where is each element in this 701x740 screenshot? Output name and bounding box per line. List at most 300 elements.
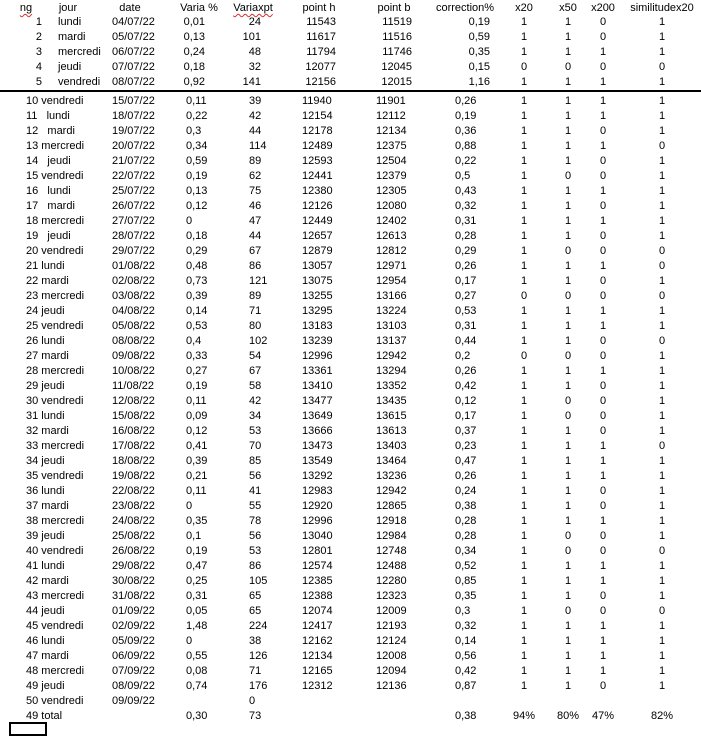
table-cell[interactable]: 10 vendredi [26,95,84,107]
table-cell[interactable]: 0 [564,245,572,257]
table-cell[interactable]: 12375 [376,140,407,152]
table-cell[interactable]: 43 mercredi [26,590,85,602]
total-cell[interactable]: 73 [249,710,262,722]
table-cell[interactable]: 47 [249,215,262,227]
table-cell[interactable]: 0,17 [455,410,477,422]
table-cell[interactable]: 18/07/22 [112,110,155,122]
table-cell[interactable]: 0,43 [455,185,477,197]
table-cell[interactable]: 12 mardi [26,125,75,137]
table-cell[interactable]: 1 [658,110,666,122]
table-cell[interactable]: 12971 [376,260,407,272]
table-cell[interactable]: 1 [599,440,607,452]
total-cell[interactable]: 0,38 [455,710,477,722]
table-cell[interactable]: 1 [520,200,528,212]
table-cell[interactable]: 0,38 [455,500,477,512]
table-cell[interactable]: 0,14 [186,305,208,317]
table-cell[interactable]: 1 [520,31,528,43]
table-cell[interactable]: 1 [520,185,528,197]
table-cell[interactable]: 0,59 [468,31,490,43]
column-header[interactable]: point h [302,2,336,14]
table-cell[interactable]: 44 [249,230,262,242]
column-header[interactable]: correction% [435,2,495,14]
table-cell[interactable]: 0 [658,140,666,152]
table-cell[interactable]: 0,08 [186,665,208,677]
table-cell[interactable]: 13103 [376,320,407,332]
table-cell[interactable]: 0 [564,605,572,617]
table-cell[interactable]: 1 [658,185,666,197]
table-cell[interactable]: 06/07/22 [112,46,155,58]
table-cell[interactable]: 0 [520,61,528,73]
table-cell[interactable]: 0,28 [455,230,477,242]
table-cell[interactable]: 12984 [376,530,407,542]
table-cell[interactable]: 10/08/22 [112,365,155,377]
table-cell[interactable]: 13166 [376,290,407,302]
table-cell[interactable]: lundi [58,16,82,28]
table-cell[interactable]: 1 [658,380,666,392]
table-cell[interactable]: 19/07/22 [112,125,155,137]
total-cell[interactable]: 94% [512,710,536,722]
table-cell[interactable]: 0,56 [455,650,477,662]
table-cell[interactable]: 1 [599,665,607,677]
table-cell[interactable]: 0,5 [455,170,471,182]
table-cell[interactable]: 33 mercredi [26,440,85,452]
table-cell[interactable]: 12154 [302,110,333,122]
table-cell[interactable]: 0,39 [186,455,208,467]
table-cell[interactable]: 1,16 [468,76,490,88]
table-cell[interactable]: 03/08/22 [112,290,155,302]
table-cell[interactable]: 1 [599,635,607,647]
table-cell[interactable]: 0 [564,61,572,73]
table-cell[interactable]: 0 [599,31,607,43]
table-cell[interactable]: 102 [249,335,268,347]
table-cell[interactable]: 46 lundi [26,635,65,647]
table-cell[interactable]: 12323 [376,590,407,602]
table-cell[interactable]: 13236 [376,470,407,482]
table-cell[interactable]: 1 [599,140,607,152]
total-cell[interactable]: 0,30 [186,710,208,722]
table-cell[interactable]: 1 [658,470,666,482]
table-cell[interactable]: 141 [242,76,261,88]
table-cell[interactable]: 1 [520,230,528,242]
table-cell[interactable]: 101 [242,31,261,43]
table-cell[interactable]: 1 [520,575,528,587]
table-cell[interactable]: 0,31 [186,590,208,602]
table-cell[interactable]: 126 [249,650,268,662]
table-cell[interactable]: 13549 [302,455,333,467]
table-cell[interactable]: 12178 [302,125,333,137]
table-cell[interactable]: 0,48 [186,260,208,272]
table-cell[interactable]: 1 [520,485,528,497]
table-cell[interactable]: 1 [520,76,528,88]
table-cell[interactable]: 12280 [376,575,407,587]
table-cell[interactable]: 11940 [302,95,332,107]
table-cell[interactable]: 12417 [302,620,333,632]
table-cell[interactable]: 0,74 [186,680,208,692]
table-cell[interactable]: 12449 [302,215,333,227]
table-cell[interactable]: 13410 [302,380,333,392]
table-cell[interactable]: 13183 [302,320,333,332]
table-cell[interactable]: 13075 [302,275,333,287]
table-cell[interactable]: 1 [599,215,607,227]
table-cell[interactable]: 0,55 [186,650,208,662]
table-cell[interactable]: 12657 [302,230,333,242]
table-cell[interactable]: 39 jeudi [26,530,65,542]
table-cell[interactable]: 3 [35,46,42,58]
table-cell[interactable]: 1 [564,620,572,632]
table-cell[interactable]: 1 [658,575,666,587]
table-cell[interactable]: 0,18 [183,61,205,73]
table-cell[interactable]: 41 [249,485,262,497]
table-cell[interactable]: 0,44 [455,335,477,347]
table-cell[interactable]: 18/08/22 [112,455,155,467]
table-cell[interactable]: 85 [249,455,262,467]
table-cell[interactable]: 12593 [302,155,333,167]
table-cell[interactable]: 0,35 [468,46,490,58]
table-cell[interactable]: 12385 [302,575,333,587]
table-cell[interactable]: 1 [658,485,666,497]
table-cell[interactable]: 13361 [302,365,333,377]
column-header[interactable]: ng [19,2,33,14]
table-cell[interactable]: 49 jeudi [26,680,65,692]
table-cell[interactable]: 1 [520,605,528,617]
table-cell[interactable]: 11516 [382,31,412,43]
table-cell[interactable]: 1 [599,95,607,107]
table-cell[interactable]: 1 [599,320,607,332]
table-cell[interactable]: 0,24 [455,485,477,497]
table-cell[interactable]: 26/08/22 [112,545,155,557]
table-cell[interactable]: 86 [249,260,262,272]
table-cell[interactable]: 1 [520,275,528,287]
column-header[interactable]: date [119,2,141,14]
table-cell[interactable]: 67 [249,245,262,257]
table-cell[interactable]: 0,42 [455,665,477,677]
table-cell[interactable]: 16/08/22 [112,425,155,437]
table-cell[interactable]: 1 [564,500,572,512]
table-cell[interactable]: 1,48 [186,620,208,632]
table-cell[interactable]: 09/09/22 [112,695,155,707]
table-cell[interactable]: 29 jeudi [26,380,65,392]
table-cell[interactable]: 12996 [302,515,333,527]
table-cell[interactable]: 48 mercredi [26,665,85,677]
table-cell[interactable]: 13040 [302,530,333,542]
table-cell[interactable]: 1 [564,485,572,497]
table-cell[interactable]: 0 [564,395,572,407]
table-cell[interactable]: 0 [599,155,607,167]
table-cell[interactable]: 1 [658,455,666,467]
table-cell[interactable]: 56 [249,470,262,482]
table-cell[interactable]: 0,34 [455,545,477,557]
table-cell[interactable]: 0,39 [186,290,208,302]
table-cell[interactable]: 1 [564,200,572,212]
table-cell[interactable]: 13224 [376,305,407,317]
table-cell[interactable]: 12380 [302,185,333,197]
table-cell[interactable]: 1 [658,665,666,677]
table-cell[interactable]: 1 [599,365,607,377]
table-cell[interactable]: 29/07/22 [112,245,155,257]
table-cell[interactable]: 0 [658,260,666,272]
table-cell[interactable]: 1 [564,155,572,167]
table-cell[interactable]: 0,21 [186,470,208,482]
table-cell[interactable]: 0 [599,605,607,617]
table-cell[interactable]: 89 [249,290,262,302]
table-cell[interactable]: 1 [564,635,572,647]
table-cell[interactable]: 0,34 [186,140,208,152]
table-cell[interactable]: 38 [249,635,262,647]
table-cell[interactable]: 1 [658,230,666,242]
table-cell[interactable]: 0 [564,290,572,302]
table-cell[interactable]: 0,87 [455,680,477,692]
table-cell[interactable]: 1 [564,260,572,272]
table-cell[interactable]: 4 [35,61,42,73]
table-cell[interactable]: 12008 [376,650,407,662]
table-cell[interactable]: 39 [249,95,262,107]
table-cell[interactable]: 54 [249,350,262,362]
table-cell[interactable]: 0,85 [455,575,477,587]
table-cell[interactable]: 1 [599,650,607,662]
table-cell[interactable]: 1 [520,515,528,527]
table-cell[interactable]: 1 [520,110,528,122]
table-cell[interactable]: 0,09 [186,410,208,422]
table-cell[interactable]: 24/08/22 [112,515,155,527]
table-cell[interactable]: 0 [599,230,607,242]
table-cell[interactable]: 13649 [302,410,333,422]
table-cell[interactable]: 1 [564,425,572,437]
table-cell[interactable]: 13137 [376,335,407,347]
table-cell[interactable]: 0 [599,590,607,602]
table-cell[interactable]: 0 [658,545,666,557]
table-cell[interactable]: 1 [658,620,666,632]
table-cell[interactable]: 1 [520,245,528,257]
table-cell[interactable]: 1 [564,95,572,107]
table-cell[interactable]: 11746 [382,46,412,58]
table-cell[interactable]: 12045 [381,61,412,73]
table-cell[interactable]: 22 mardi [26,275,69,287]
table-cell[interactable]: 02/08/22 [112,275,155,287]
table-cell[interactable]: 0,23 [455,440,477,452]
table-cell[interactable]: 35 vendredi [26,470,84,482]
table-cell[interactable]: 0,27 [455,290,477,302]
table-cell[interactable]: 1 [658,16,666,28]
table-cell[interactable]: 1 [564,31,572,43]
table-cell[interactable]: 0,11 [186,395,207,407]
table-cell[interactable]: 0,17 [455,275,477,287]
table-cell[interactable]: 13464 [376,455,407,467]
table-cell[interactable]: 0,4 [186,335,202,347]
table-cell[interactable]: 80 [249,320,262,332]
table-cell[interactable]: mercredi [58,46,101,58]
table-cell[interactable]: 1 [658,95,666,107]
table-cell[interactable]: 1 [35,16,42,28]
column-header[interactable]: jour [58,2,78,14]
table-cell[interactable]: 0 [564,530,572,542]
table-cell[interactable]: 1 [520,335,528,347]
table-cell[interactable]: 1 [599,455,607,467]
table-cell[interactable]: 86 [249,560,262,572]
table-cell[interactable]: 04/08/22 [112,305,155,317]
table-cell[interactable]: 0,41 [186,440,208,452]
table-cell[interactable]: 0 [186,215,193,227]
table-cell[interactable]: 0,19 [468,16,490,28]
table-cell[interactable]: 1 [520,470,528,482]
table-cell[interactable]: 1 [564,590,572,602]
table-cell[interactable]: 1 [564,515,572,527]
table-cell[interactable]: 1 [520,46,528,58]
table-cell[interactable]: 1 [564,380,572,392]
table-cell[interactable]: 1 [520,95,528,107]
table-cell[interactable]: 0,19 [186,170,208,182]
table-cell[interactable]: 19/08/22 [112,470,155,482]
table-cell[interactable]: 0 [520,290,528,302]
table-cell[interactable]: 1 [520,560,528,572]
table-cell[interactable]: 0,11 [186,95,207,107]
table-cell[interactable]: 1 [658,410,666,422]
table-cell[interactable]: 1 [658,170,666,182]
table-cell[interactable]: 0,26 [455,365,477,377]
table-cell[interactable]: 0,05 [186,605,208,617]
table-cell[interactable]: 1 [564,575,572,587]
table-cell[interactable]: 1 [564,16,572,28]
table-cell[interactable]: 34 [249,410,262,422]
table-cell[interactable]: 12305 [376,185,407,197]
table-cell[interactable]: 1 [520,500,528,512]
table-cell[interactable]: 16 lundi [26,185,71,197]
table-cell[interactable]: 75 [249,185,262,197]
table-cell[interactable]: 11617 [306,31,336,43]
table-cell[interactable]: 1 [599,575,607,587]
table-cell[interactable]: 1 [520,620,528,632]
table-cell[interactable]: 1 [658,650,666,662]
table-cell[interactable]: 1 [658,500,666,512]
table-cell[interactable]: 12801 [302,545,333,557]
table-cell[interactable]: 1 [658,680,666,692]
table-cell[interactable]: 0 [599,395,607,407]
table-cell[interactable]: 12112 [376,110,406,122]
table-cell[interactable]: 1 [658,530,666,542]
table-cell[interactable]: 1 [658,560,666,572]
table-cell[interactable]: 1 [658,155,666,167]
table-cell[interactable]: 0 [599,530,607,542]
table-cell[interactable]: 29/08/22 [112,560,155,572]
table-cell[interactable]: 1 [520,16,528,28]
table-cell[interactable]: 12074 [302,605,333,617]
table-cell[interactable]: 48 [248,46,261,58]
table-cell[interactable]: 12379 [376,170,407,182]
table-cell[interactable]: 0,42 [455,380,477,392]
table-cell[interactable]: 0,92 [183,76,205,88]
table-cell[interactable]: 1 [520,635,528,647]
total-cell[interactable]: 47% [591,710,615,722]
table-cell[interactable]: 1 [520,530,528,542]
table-cell[interactable]: 0 [599,200,607,212]
table-cell[interactable]: 1 [658,46,666,58]
table-cell[interactable]: 12080 [376,200,407,212]
table-cell[interactable]: mardi [58,31,86,43]
table-cell[interactable]: 12983 [302,485,333,497]
table-cell[interactable]: 114 [249,140,267,152]
table-cell[interactable]: 1 [520,170,528,182]
total-cell[interactable]: 82% [650,710,674,722]
table-cell[interactable]: 08/09/22 [112,680,155,692]
table-cell[interactable]: 0,11 [186,485,207,497]
table-cell[interactable]: 0 [658,605,666,617]
table-cell[interactable]: 0,1 [186,530,202,542]
table-cell[interactable]: 1 [658,515,666,527]
table-cell[interactable]: 0,12 [186,425,208,437]
table-cell[interactable]: 0,35 [186,515,208,527]
table-cell[interactable]: 1 [520,320,528,332]
table-cell[interactable]: 37 mardi [26,500,69,512]
table-cell[interactable]: 50 vendredi [26,695,84,707]
table-cell[interactable]: 0,24 [183,46,205,58]
table-cell[interactable]: 12009 [376,605,407,617]
table-cell[interactable]: 1 [564,665,572,677]
table-cell[interactable]: 70 [249,440,262,452]
table-cell[interactable]: 13294 [376,365,407,377]
table-cell[interactable]: 0,13 [186,185,208,197]
table-cell[interactable]: 0 [599,16,607,28]
column-header[interactable]: point b [377,2,411,14]
table-cell[interactable]: 0 [599,125,607,137]
table-cell[interactable]: 1 [564,440,572,452]
table-cell[interactable]: 1 [564,125,572,137]
table-cell[interactable]: 22/08/22 [112,485,155,497]
table-cell[interactable]: 15/07/22 [112,95,155,107]
table-cell[interactable]: 1 [658,365,666,377]
table-cell[interactable]: 1 [658,76,666,88]
table-cell[interactable]: 0 [564,410,572,422]
table-cell[interactable]: 0,26 [455,260,477,272]
table-cell[interactable]: 1 [520,365,528,377]
table-cell[interactable]: 0,13 [183,31,205,43]
table-cell[interactable]: 1 [564,560,572,572]
table-cell[interactable]: 71 [249,665,262,677]
table-cell[interactable]: 18 mercredi [26,215,85,227]
table-cell[interactable]: 0 [599,500,607,512]
column-header[interactable]: Varia % [180,2,218,14]
table-cell[interactable]: 55 [249,500,262,512]
table-cell[interactable]: 0 [599,245,607,257]
table-cell[interactable]: 42 [249,395,262,407]
table-cell[interactable]: 1 [520,665,528,677]
table-cell[interactable]: 0 [658,245,666,257]
table-cell[interactable]: 13255 [302,290,333,302]
table-cell[interactable]: 1 [564,46,572,58]
table-cell[interactable]: 25/07/22 [112,185,155,197]
table-cell[interactable]: vendredi [58,76,101,88]
table-cell[interactable]: 26/07/22 [112,200,155,212]
table-cell[interactable]: 0,3 [455,605,471,617]
table-cell[interactable]: 01/09/22 [112,605,155,617]
table-cell[interactable]: 47 mardi [26,650,69,662]
table-cell[interactable]: 0 [599,61,607,73]
table-cell[interactable]: 0,19 [455,110,477,122]
table-cell[interactable]: 12136 [376,680,407,692]
table-cell[interactable]: 1 [599,185,607,197]
table-cell[interactable]: 0,25 [186,575,208,587]
table-cell[interactable]: 1 [599,305,607,317]
table-cell[interactable]: 42 [249,110,262,122]
table-cell[interactable]: 71 [249,305,262,317]
table-cell[interactable]: 1 [520,125,528,137]
table-cell[interactable]: 13239 [302,335,333,347]
table-cell[interactable]: 13057 [302,260,333,272]
table-cell[interactable]: 1 [658,320,666,332]
table-cell[interactable]: 0,31 [455,215,477,227]
table-cell[interactable]: 38 mercredi [26,515,85,527]
table-cell[interactable]: 1 [599,110,607,122]
table-cell[interactable]: 1 [564,305,572,317]
table-cell[interactable]: 13295 [302,305,333,317]
